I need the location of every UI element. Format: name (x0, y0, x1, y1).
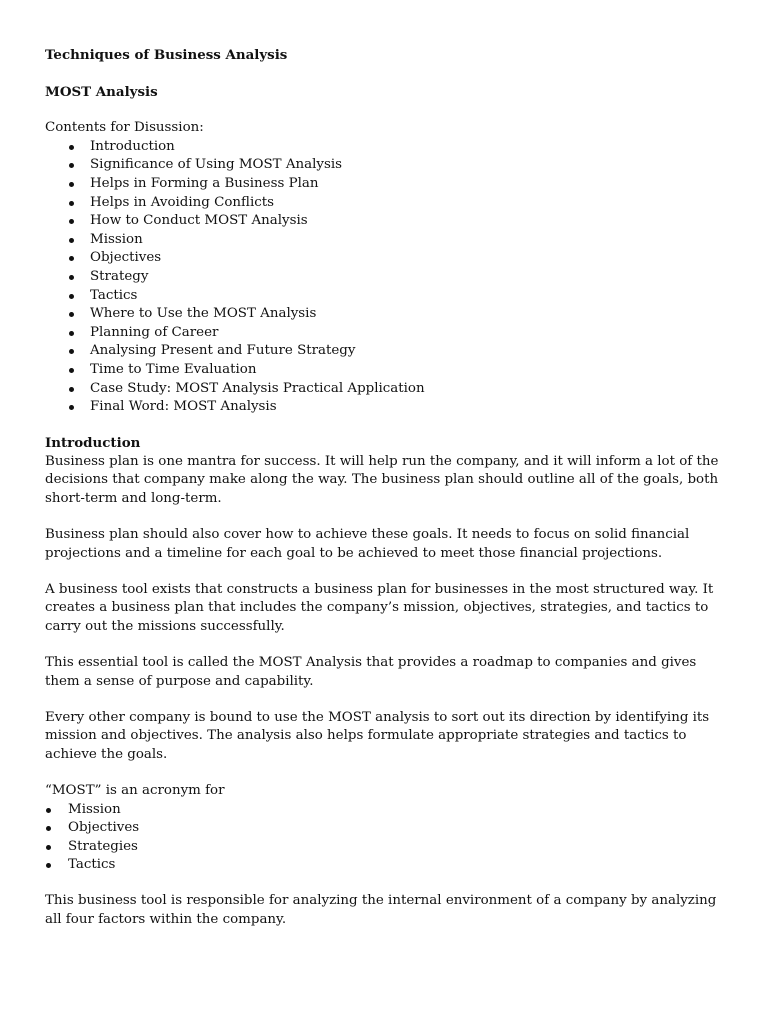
contents-item: Helps in Avoiding Conflicts (45, 194, 725, 213)
closing-paragraph: This business tool is responsible for analyzing the internal environment of a company by analyzing all four factors within the company. (45, 893, 717, 928)
contents-item: How to Conduct MOST Analysis (45, 212, 725, 231)
spacer (45, 417, 725, 435)
spacer (45, 875, 725, 893)
contents-item: Introduction (45, 138, 725, 157)
contents-item: Significance of Using MOST Analysis (45, 156, 725, 175)
acronym-item: Objectives (45, 819, 725, 838)
document-page (45, 46, 725, 930)
paragraph: This essential tool is called the MOST Analysis that provides a roadmap to companies and gives them a sense of purpose and capability. (45, 655, 697, 689)
spacer (45, 101, 725, 119)
spacer (45, 765, 725, 783)
contents-item: Strategy (45, 268, 725, 287)
contents-label: Contents for Disussion: (45, 120, 204, 136)
contents-item: Time to Time Evaluation (45, 361, 725, 380)
contents-item: Planning of Career (45, 324, 725, 343)
document-title: Techniques of Business Analysis (45, 47, 288, 63)
contents-item: Where to Use the MOST Analysis (45, 305, 725, 324)
acronym-list (45, 801, 725, 875)
spacer (45, 65, 725, 83)
spacer (45, 509, 725, 527)
spacer (45, 691, 725, 709)
acronym-label: “MOST” is an acronym for (45, 783, 225, 798)
document-subtitle: MOST Analysis (45, 83, 158, 100)
contents-item: Mission (45, 231, 725, 250)
acronym-item: Tactics (45, 856, 725, 875)
acronym-item: Mission (45, 801, 725, 820)
spacer (45, 637, 725, 655)
paragraph: Every other company is bound to use the MOST analysis to sort out its direction by identifying its mission and objectives. The analysis also helps formulate appropriate strategies and tactics to achieve the goals. (45, 709, 710, 762)
paragraph: Business plan should also cover how to achieve these goals. It needs to focus on solid financial projections and a timeline for each goal to be achieved to meet those financial projections. (45, 527, 690, 561)
introduction-heading: Introduction (45, 435, 141, 452)
contents-item: Case Study: MOST Analysis Practical Application (45, 380, 725, 399)
contents-list (45, 138, 725, 417)
contents-item: Helps in Forming a Business Plan (45, 175, 725, 194)
paragraph: A business tool exists that constructs a business plan for businesses in the most structured way. It creates a business plan that includes the company’s mission, objectives, strategies, and tactics to carry out the missions successfully. (45, 581, 714, 634)
contents-item: Final Word: MOST Analysis (45, 398, 725, 417)
contents-item: Tactics (45, 287, 725, 306)
acronym-item: Strategies (45, 838, 725, 857)
paragraph: Business plan is one mantra for success. It will help run the company, and it will inform a lot of the decisions that company make along the way. The business plan should outline all of the goals, both short-term and long-term. (45, 453, 719, 506)
contents-item: Objectives (45, 249, 725, 268)
contents-item: Analysing Present and Future Strategy (45, 342, 725, 361)
spacer (45, 563, 725, 581)
